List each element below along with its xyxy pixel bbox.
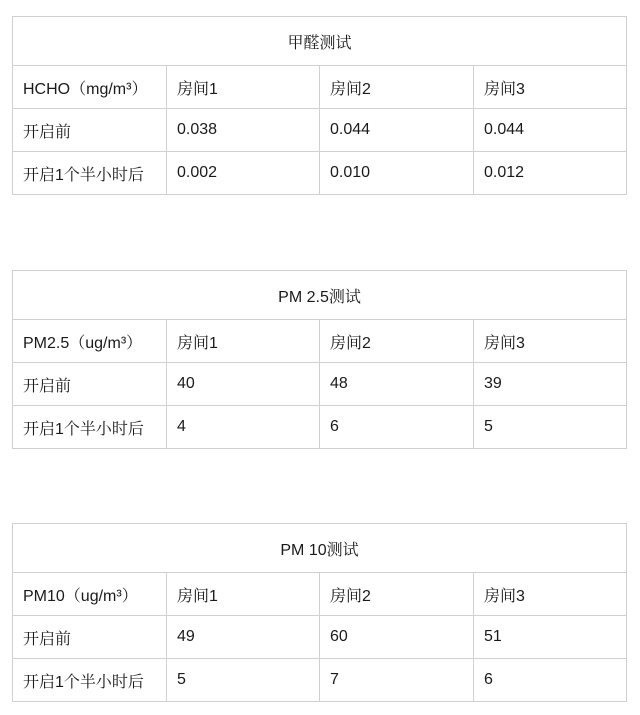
table-title: 甲醛测试: [13, 17, 627, 66]
table-header-row: [13, 320, 627, 363]
hcho-test-table: [12, 16, 627, 195]
table-cell: 0.002: [167, 152, 320, 195]
table-title-row: [13, 271, 627, 320]
room-3-header: 房间3: [474, 66, 627, 109]
unit-header: PM10（ug/m³）: [13, 573, 167, 616]
table-row: [13, 109, 627, 152]
table-title-row: [13, 524, 627, 573]
room-2-header: 房间2: [320, 573, 474, 616]
table-cell: 6: [474, 659, 627, 702]
pm25-test-table: [12, 270, 627, 449]
table-row: [13, 363, 627, 406]
table-header-row: [13, 573, 627, 616]
table-cell: 0.010: [320, 152, 474, 195]
table-cell: 49: [167, 616, 320, 659]
table-cell: 48: [320, 363, 474, 406]
table-cell: 0.044: [320, 109, 474, 152]
table-cell: 51: [474, 616, 627, 659]
table-cell: 0.012: [474, 152, 627, 195]
row-label: 开启前: [13, 363, 167, 406]
room-3-header: 房间3: [474, 320, 627, 363]
room-2-header: 房间2: [320, 66, 474, 109]
row-label: 开启前: [13, 109, 167, 152]
table-cell: 6: [320, 406, 474, 449]
room-3-header: 房间3: [474, 573, 627, 616]
table-cell: 40: [167, 363, 320, 406]
pm10-test-table: [12, 523, 627, 702]
table-row: [13, 152, 627, 195]
table-cell: 0.038: [167, 109, 320, 152]
table-header-row: [13, 66, 627, 109]
table-cell: 0.044: [474, 109, 627, 152]
room-1-header: 房间1: [167, 573, 320, 616]
room-2-header: 房间2: [320, 320, 474, 363]
room-1-header: 房间1: [167, 320, 320, 363]
table-cell: 60: [320, 616, 474, 659]
unit-header: PM2.5（ug/m³）: [13, 320, 167, 363]
table-row: [13, 616, 627, 659]
unit-header: HCHO（mg/m³）: [13, 66, 167, 109]
table-cell: 4: [167, 406, 320, 449]
table-row: [13, 659, 627, 702]
row-label: 开启1个半小时后: [13, 152, 167, 195]
table-title-row: [13, 17, 627, 66]
table-cell: 7: [320, 659, 474, 702]
row-label: 开启前: [13, 616, 167, 659]
table-row: [13, 406, 627, 449]
table-cell: 5: [167, 659, 320, 702]
row-label: 开启1个半小时后: [13, 406, 167, 449]
table-title: PM 10测试: [13, 524, 627, 573]
table-cell: 39: [474, 363, 627, 406]
table-cell: 5: [474, 406, 627, 449]
row-label: 开启1个半小时后: [13, 659, 167, 702]
room-1-header: 房间1: [167, 66, 320, 109]
table-title: PM 2.5测试: [13, 271, 627, 320]
